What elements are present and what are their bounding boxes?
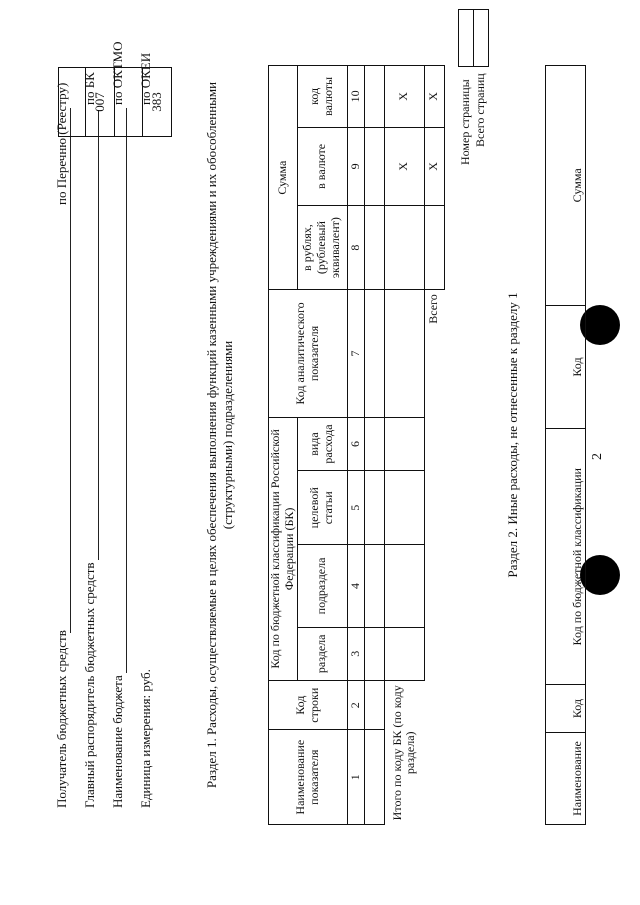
oktmo-code-label: по ОКТМО xyxy=(110,41,125,105)
col-number: 6 xyxy=(347,417,364,470)
col-number: 2 xyxy=(347,681,364,730)
total-x-mark: X xyxy=(424,66,444,128)
column-numbers-row xyxy=(347,66,364,825)
subtotal-label: Итого по коду БК (по коду раздела) xyxy=(384,681,424,825)
codes-box xyxy=(58,67,172,137)
section1-title-line1: Раздел 1. Расходы, осуществляемые в целях обеспечения выполнения функций казенными учреждениями и их обособленными xyxy=(204,81,219,789)
unit-label: Единица измерения: руб. xyxy=(138,669,153,808)
col-number: 5 xyxy=(347,471,364,545)
section2-table xyxy=(545,65,586,825)
header-sum-group: Сумма xyxy=(269,66,298,290)
section2-header-bk-code: Код по бюджетной классификации xyxy=(546,429,586,685)
header-analytic-code: Код аналитического показателя xyxy=(269,290,348,418)
header-target-item: целевой статьи xyxy=(297,471,347,545)
col-number: 8 xyxy=(347,205,364,289)
section2-header-sum: Сумма xyxy=(546,66,586,306)
manager-line xyxy=(98,110,99,560)
total-pages-label: Всего страниц xyxy=(473,73,487,147)
subtotal-x-mark: X xyxy=(384,127,424,205)
okei-code-label: по ОКЕИ xyxy=(138,52,153,105)
registry-code-label: по Перечню (Реестру) xyxy=(54,82,69,205)
header-subsection: подраздела xyxy=(297,545,347,627)
recipient-line xyxy=(70,108,71,633)
punch-hole-left xyxy=(580,555,620,595)
col-number: 1 xyxy=(347,730,364,825)
header-line-code: Код строки xyxy=(269,681,348,730)
col-number: 7 xyxy=(347,290,364,418)
col-number: 3 xyxy=(347,627,364,680)
section1-title-line2: (структурными) подразделениями xyxy=(220,340,235,530)
subtotal-x-mark: X xyxy=(384,66,424,128)
punch-hole-right xyxy=(580,305,620,345)
total-pages-cell xyxy=(474,10,489,67)
total-x-mark: X xyxy=(424,127,444,205)
section2-header-code: Код xyxy=(546,685,586,733)
page-number-cell xyxy=(459,10,474,67)
header-currency-code: код валюты xyxy=(297,66,347,128)
okei-code-value: 383 xyxy=(149,92,164,112)
bk-code-value: 007 xyxy=(86,68,115,136)
page-number-box xyxy=(458,9,489,67)
section2-header-name: Наименование xyxy=(546,733,586,825)
section2-header-row xyxy=(546,66,586,825)
subtotal-row xyxy=(384,66,424,825)
header-currency: в валюте xyxy=(297,127,347,205)
section1-table xyxy=(268,65,445,825)
col-number: 4 xyxy=(347,545,364,627)
total-label: Всего xyxy=(424,290,444,418)
table-row xyxy=(364,66,384,825)
header-expense-type: вида расхода xyxy=(297,417,347,470)
page-number: 2 xyxy=(590,453,605,460)
header-rub: в рублях, (рублевый эквивалент) xyxy=(297,205,347,289)
header-section: раздела xyxy=(297,627,347,680)
section2-title: Раздел 2. Иные расходы, не отнесенные к разделу 1 xyxy=(505,292,520,578)
recipient-label: Получатель бюджетных средств xyxy=(54,630,69,808)
manager-label: Главный распорядитель бюджетных средств xyxy=(82,562,97,808)
header-row-1 xyxy=(269,66,298,825)
header-bk-group: Код по бюджетной классификации Российской Федерации (БК) xyxy=(269,417,298,680)
page-number-label: Номер страницы xyxy=(458,79,472,165)
col-number: 10 xyxy=(347,66,364,128)
total-row xyxy=(424,66,444,825)
header-indicator-name: Наименование показателя xyxy=(269,730,348,825)
oktmo-code-value xyxy=(115,68,143,136)
registry-code-value xyxy=(59,68,86,136)
col-number: 9 xyxy=(347,127,364,205)
budget-name-line xyxy=(126,108,127,673)
budget-name-label: Наименование бюджета xyxy=(110,675,125,808)
bk-code-label: по БК xyxy=(82,72,97,105)
section2-header-code2: Код xyxy=(546,305,586,429)
